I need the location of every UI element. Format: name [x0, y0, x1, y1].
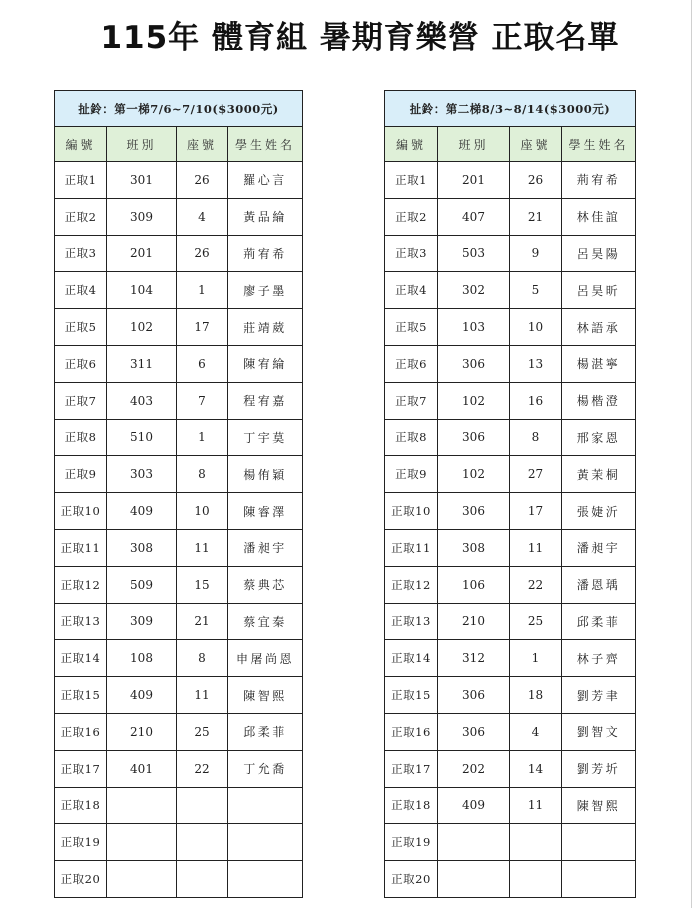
- class-cell: 409: [107, 493, 177, 530]
- table-row: [55, 713, 303, 750]
- seat-cell: 8: [510, 419, 562, 456]
- seat-cell: 1: [510, 640, 562, 677]
- name-cell: 林子齊: [562, 640, 636, 677]
- seat-cell: 11: [177, 529, 228, 566]
- table-row: [55, 824, 303, 861]
- class-cell: 509: [107, 566, 177, 603]
- table-row: [55, 640, 303, 677]
- name-cell: 陳宥綸: [228, 345, 303, 382]
- table-row: [385, 529, 636, 566]
- session-caption: 扯鈴：第二梯8/3~8/14($3000元): [385, 91, 636, 127]
- table-row: [55, 566, 303, 603]
- name-cell: [562, 861, 636, 898]
- name-cell: 楊侑穎: [228, 456, 303, 493]
- roster-table-session-1: [54, 90, 303, 898]
- seat-cell: 16: [510, 382, 562, 419]
- seat-cell: 18: [510, 677, 562, 714]
- name-cell: [228, 824, 303, 861]
- name-cell: 邱柔菲: [562, 603, 636, 640]
- number-cell: 正取16: [55, 713, 107, 750]
- number-cell: 正取1: [385, 162, 438, 199]
- number-cell: 正取7: [55, 382, 107, 419]
- table-row: [385, 787, 636, 824]
- number-cell: 正取3: [385, 235, 438, 272]
- number-cell: 正取13: [55, 603, 107, 640]
- seat-cell: 10: [510, 309, 562, 346]
- number-cell: 正取5: [55, 309, 107, 346]
- seat-cell: 7: [177, 382, 228, 419]
- class-cell: 308: [107, 529, 177, 566]
- seat-cell: 26: [177, 162, 228, 199]
- seat-cell: 25: [177, 713, 228, 750]
- table-row: [385, 677, 636, 714]
- class-cell: 401: [107, 750, 177, 787]
- name-cell: 蔡典芯: [228, 566, 303, 603]
- number-cell: 正取9: [385, 456, 438, 493]
- name-cell: 廖子墨: [228, 272, 303, 309]
- seat-cell: [177, 824, 228, 861]
- name-cell: 林佳誼: [562, 198, 636, 235]
- table-row: [385, 456, 636, 493]
- class-cell: [107, 824, 177, 861]
- number-cell: 正取17: [385, 750, 438, 787]
- header-number: 編號: [55, 127, 107, 162]
- number-cell: 正取11: [385, 529, 438, 566]
- class-cell: [438, 861, 510, 898]
- table-row: [385, 345, 636, 382]
- seat-cell: 21: [510, 198, 562, 235]
- class-cell: 306: [438, 345, 510, 382]
- seat-cell: 1: [177, 419, 228, 456]
- name-cell: 呂昊陽: [562, 235, 636, 272]
- table-row: [385, 640, 636, 677]
- table-row: [385, 198, 636, 235]
- name-cell: 陳智熙: [562, 787, 636, 824]
- header-seat: 座號: [177, 127, 228, 162]
- column-header-row: [385, 127, 636, 162]
- table-row: [385, 382, 636, 419]
- class-cell: [107, 787, 177, 824]
- table-row: [55, 309, 303, 346]
- table-row: [385, 419, 636, 456]
- number-cell: 正取18: [55, 787, 107, 824]
- seat-cell: 11: [510, 787, 562, 824]
- seat-cell: 8: [177, 640, 228, 677]
- name-cell: 潘昶宇: [228, 529, 303, 566]
- table-row: [385, 235, 636, 272]
- name-cell: 黃品綸: [228, 198, 303, 235]
- table-row: [55, 162, 303, 199]
- number-cell: 正取10: [385, 493, 438, 530]
- session-caption-row: [385, 91, 636, 127]
- table-row: [385, 861, 636, 898]
- class-cell: 409: [107, 677, 177, 714]
- number-cell: 正取10: [55, 493, 107, 530]
- session-caption-row: [55, 91, 303, 127]
- name-cell: 邢家恩: [562, 419, 636, 456]
- table-row: [385, 603, 636, 640]
- name-cell: [562, 824, 636, 861]
- class-cell: 104: [107, 272, 177, 309]
- number-cell: 正取11: [55, 529, 107, 566]
- table-row: [55, 861, 303, 898]
- table-row: [55, 677, 303, 714]
- number-cell: 正取9: [55, 456, 107, 493]
- table-row: [385, 566, 636, 603]
- name-cell: 張婕沂: [562, 493, 636, 530]
- name-cell: 呂昊昕: [562, 272, 636, 309]
- number-cell: 正取17: [55, 750, 107, 787]
- number-cell: 正取15: [385, 677, 438, 714]
- class-cell: 409: [438, 787, 510, 824]
- class-cell: 503: [438, 235, 510, 272]
- name-cell: 邱柔菲: [228, 713, 303, 750]
- seat-cell: 4: [177, 198, 228, 235]
- number-cell: 正取20: [55, 861, 107, 898]
- table-row: [55, 419, 303, 456]
- class-cell: 201: [107, 235, 177, 272]
- column-header-row: [55, 127, 303, 162]
- roster-table-session-2: [384, 90, 636, 898]
- seat-cell: [510, 824, 562, 861]
- name-cell: 劉芳聿: [562, 677, 636, 714]
- seat-cell: [177, 787, 228, 824]
- seat-cell: 15: [177, 566, 228, 603]
- name-cell: 楊湛寧: [562, 345, 636, 382]
- name-cell: 荊宥希: [228, 235, 303, 272]
- seat-cell: 26: [177, 235, 228, 272]
- class-cell: 403: [107, 382, 177, 419]
- table-row: [55, 345, 303, 382]
- number-cell: 正取20: [385, 861, 438, 898]
- table-row: [55, 272, 303, 309]
- number-cell: 正取7: [385, 382, 438, 419]
- header-class: 班別: [438, 127, 510, 162]
- class-cell: 210: [107, 713, 177, 750]
- name-cell: 羅心言: [228, 162, 303, 199]
- class-cell: 106: [438, 566, 510, 603]
- table-row: [55, 493, 303, 530]
- table-row: [385, 713, 636, 750]
- table-row: [385, 162, 636, 199]
- seat-cell: 4: [510, 713, 562, 750]
- seat-cell: 1: [177, 272, 228, 309]
- session-caption: 扯鈴：第一梯7/6~7/10($3000元): [55, 91, 303, 127]
- class-cell: 510: [107, 419, 177, 456]
- seat-cell: 13: [510, 345, 562, 382]
- class-cell: 102: [107, 309, 177, 346]
- class-cell: 302: [438, 272, 510, 309]
- name-cell: 程宥嘉: [228, 382, 303, 419]
- class-cell: 103: [438, 309, 510, 346]
- class-cell: 108: [107, 640, 177, 677]
- name-cell: 申屠尚恩: [228, 640, 303, 677]
- class-cell: [438, 824, 510, 861]
- number-cell: 正取14: [55, 640, 107, 677]
- class-cell: 210: [438, 603, 510, 640]
- table-row: [385, 493, 636, 530]
- class-cell: 407: [438, 198, 510, 235]
- seat-cell: [177, 861, 228, 898]
- name-cell: 丁宇莫: [228, 419, 303, 456]
- table-row: [55, 750, 303, 787]
- class-cell: 308: [438, 529, 510, 566]
- number-cell: 正取4: [55, 272, 107, 309]
- name-cell: 丁允喬: [228, 750, 303, 787]
- seat-cell: 17: [510, 493, 562, 530]
- name-cell: [228, 861, 303, 898]
- class-cell: 309: [107, 198, 177, 235]
- header-seat: 座號: [510, 127, 562, 162]
- number-cell: 正取14: [385, 640, 438, 677]
- number-cell: 正取16: [385, 713, 438, 750]
- number-cell: 正取12: [385, 566, 438, 603]
- number-cell: 正取13: [385, 603, 438, 640]
- name-cell: 潘昶宇: [562, 529, 636, 566]
- table-row: [55, 235, 303, 272]
- seat-cell: 10: [177, 493, 228, 530]
- class-cell: 102: [438, 382, 510, 419]
- class-cell: 306: [438, 677, 510, 714]
- number-cell: 正取6: [55, 345, 107, 382]
- name-cell: 荊宥希: [562, 162, 636, 199]
- name-cell: 楊楷澄: [562, 382, 636, 419]
- name-cell: 蔡宜秦: [228, 603, 303, 640]
- table-row: [385, 824, 636, 861]
- class-cell: [107, 861, 177, 898]
- name-cell: 陳智熙: [228, 677, 303, 714]
- class-cell: 309: [107, 603, 177, 640]
- number-cell: 正取4: [385, 272, 438, 309]
- class-cell: 202: [438, 750, 510, 787]
- page-title: 115年 體育組 暑期育樂營 正取名單: [100, 20, 620, 56]
- number-cell: 正取2: [385, 198, 438, 235]
- seat-cell: [510, 861, 562, 898]
- name-cell: 潘恩瑀: [562, 566, 636, 603]
- class-cell: 102: [438, 456, 510, 493]
- table-row: [55, 198, 303, 235]
- seat-cell: 22: [177, 750, 228, 787]
- seat-cell: 6: [177, 345, 228, 382]
- seat-cell: 26: [510, 162, 562, 199]
- class-cell: 312: [438, 640, 510, 677]
- seat-cell: 11: [510, 529, 562, 566]
- table-row: [385, 309, 636, 346]
- class-cell: 303: [107, 456, 177, 493]
- name-cell: 劉芳圻: [562, 750, 636, 787]
- seat-cell: 11: [177, 677, 228, 714]
- number-cell: 正取8: [55, 419, 107, 456]
- number-cell: 正取15: [55, 677, 107, 714]
- header-student-name: 學生姓名: [562, 127, 636, 162]
- seat-cell: 21: [177, 603, 228, 640]
- number-cell: 正取8: [385, 419, 438, 456]
- seat-cell: 8: [177, 456, 228, 493]
- number-cell: 正取3: [55, 235, 107, 272]
- class-cell: 311: [107, 345, 177, 382]
- number-cell: 正取19: [55, 824, 107, 861]
- table-row: [385, 272, 636, 309]
- table-row: [385, 750, 636, 787]
- class-cell: 306: [438, 419, 510, 456]
- table-row: [55, 787, 303, 824]
- table-row: [55, 382, 303, 419]
- name-cell: [228, 787, 303, 824]
- class-cell: 201: [438, 162, 510, 199]
- name-cell: 陳睿澤: [228, 493, 303, 530]
- class-cell: 301: [107, 162, 177, 199]
- number-cell: 正取18: [385, 787, 438, 824]
- seat-cell: 27: [510, 456, 562, 493]
- header-number: 編號: [385, 127, 438, 162]
- name-cell: 莊靖葳: [228, 309, 303, 346]
- number-cell: 正取2: [55, 198, 107, 235]
- seat-cell: 17: [177, 309, 228, 346]
- number-cell: 正取6: [385, 345, 438, 382]
- number-cell: 正取19: [385, 824, 438, 861]
- seat-cell: 22: [510, 566, 562, 603]
- table-row: [55, 529, 303, 566]
- seat-cell: 9: [510, 235, 562, 272]
- table-row: [55, 456, 303, 493]
- header-student-name: 學生姓名: [228, 127, 303, 162]
- number-cell: 正取1: [55, 162, 107, 199]
- header-class: 班別: [107, 127, 177, 162]
- name-cell: 林語承: [562, 309, 636, 346]
- seat-cell: 5: [510, 272, 562, 309]
- seat-cell: 14: [510, 750, 562, 787]
- seat-cell: 25: [510, 603, 562, 640]
- number-cell: 正取5: [385, 309, 438, 346]
- page-right-border: [691, 0, 692, 908]
- class-cell: 306: [438, 713, 510, 750]
- class-cell: 306: [438, 493, 510, 530]
- name-cell: 黃茉桐: [562, 456, 636, 493]
- name-cell: 劉智文: [562, 713, 636, 750]
- table-row: [55, 603, 303, 640]
- number-cell: 正取12: [55, 566, 107, 603]
